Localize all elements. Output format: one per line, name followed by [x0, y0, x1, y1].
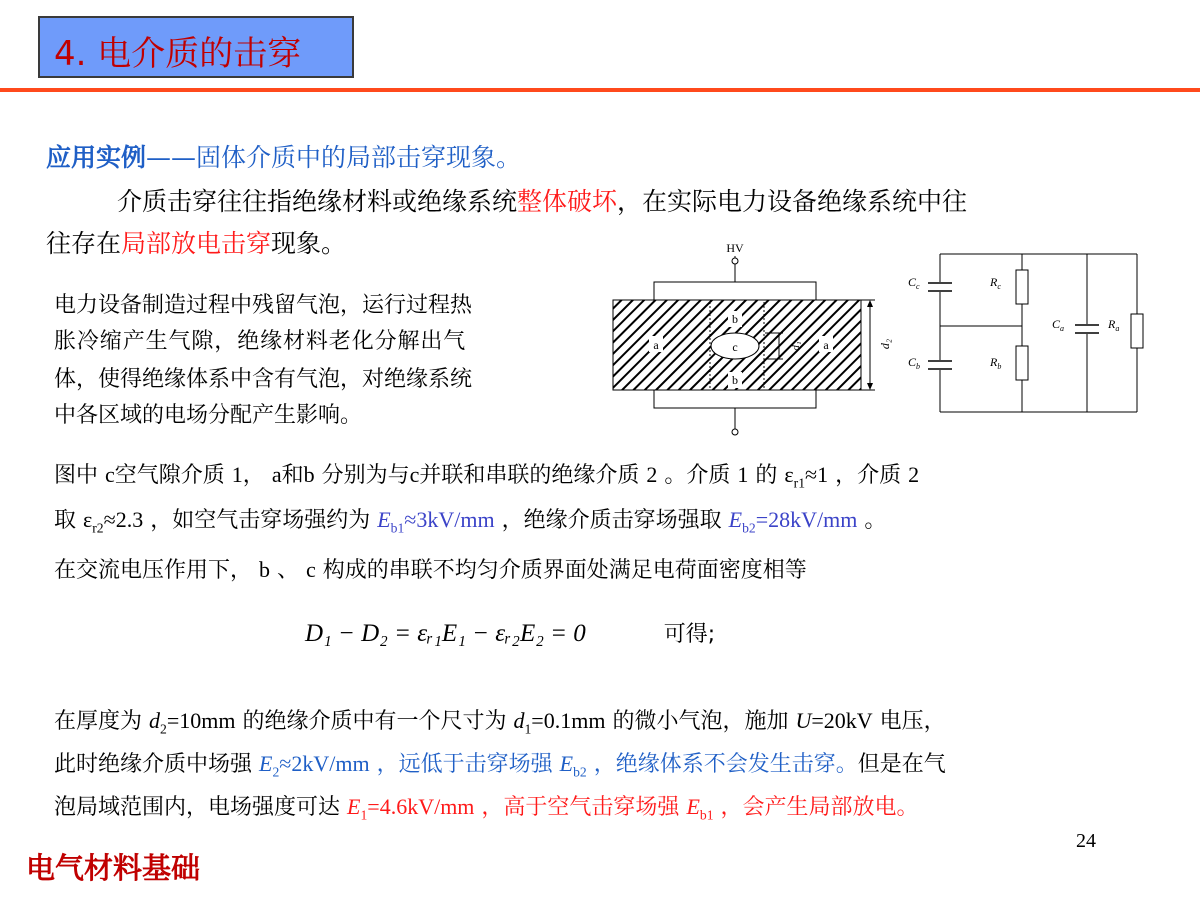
label-cb: $C_b$ — [908, 355, 921, 371]
text: 的绝缘介质中有一个尺寸为 — [242, 709, 507, 734]
eps-r2: $\varepsilon_{r2}\approx 2.3$ — [83, 507, 144, 536]
voltage-value: U=20kV — [795, 708, 873, 733]
text: 在交流电压作用下， — [54, 558, 253, 583]
slide-title: 4. 电介质的击穿 — [54, 34, 302, 74]
equation-formula: D₁ − D₂ = εᵣ₁E₁ − εᵣ₂E₂ = 0 — [305, 620, 586, 647]
text: 2 — [908, 462, 920, 487]
intro-text: 现象。 — [271, 229, 347, 258]
intro-red-text: 整体破坏 — [517, 187, 618, 216]
arrow-head — [867, 300, 873, 307]
intro-red-text: 局部放电击穿 — [121, 229, 272, 258]
text: 的微小气泡，施加 — [612, 709, 789, 734]
conclusion-line3 — [54, 790, 919, 823]
intro-text: 往存在 — [46, 229, 122, 258]
text: 1 — [231, 462, 243, 487]
text: 但是在气 — [857, 752, 946, 777]
text: ，高于空气击穿场强 — [481, 795, 680, 820]
description-line2 — [54, 503, 886, 536]
text: ，绝缘介质击穿场强取 — [501, 508, 722, 533]
text: ，如空气击穿场强约为 — [150, 508, 371, 533]
intro-para-line1 — [117, 182, 967, 218]
label-rb: $R_b$ — [990, 355, 1002, 371]
region-b-top: b — [732, 312, 738, 326]
void-thickness-label: d₁ — [790, 341, 802, 351]
text: 此时绝缘介质中场强 — [54, 752, 253, 777]
text: 在厚度为 — [54, 709, 143, 734]
text: a — [271, 462, 282, 487]
region-a-left: a — [653, 338, 659, 352]
eb2-ref: $E_{b2}$ — [559, 751, 587, 780]
page-number: 24 — [1076, 830, 1096, 852]
intro-heading-rest: 固体介质中的局部击穿现象。 — [196, 143, 522, 172]
conclusion-line2 — [54, 747, 946, 780]
text: ，会产生局部放电。 — [720, 795, 919, 820]
slab-thickness-label: d₂ — [878, 338, 892, 350]
d2-value: $d_2=10mm$ — [149, 708, 236, 737]
text: ， — [242, 463, 265, 488]
intro-text: ，在实际电力设备绝缘系统中往 — [617, 187, 968, 216]
text: 空气隙介质 — [114, 463, 225, 488]
text: 并联和串联的绝缘介质 — [419, 463, 640, 488]
intro-heading-line — [46, 138, 521, 174]
resistor-ra — [1131, 314, 1143, 348]
equation — [305, 617, 715, 648]
text: 、 — [277, 558, 300, 583]
left-text-line: 胀冷缩产生气隙，绝缘材料老化分解出气 — [54, 329, 467, 354]
equivalent-circuit — [900, 246, 1145, 418]
equation-suffix: 可得; — [663, 622, 716, 647]
text: 图中 — [54, 463, 99, 488]
intro-dash: —— — [146, 143, 197, 172]
text: b — [259, 557, 271, 582]
label-cc: $C_c$ — [908, 275, 920, 291]
text: 。介质 — [664, 463, 731, 488]
text: ，绝缘体系不会发生击穿。 — [593, 752, 858, 777]
text: ，介质 — [835, 463, 902, 488]
text: 和 — [281, 463, 304, 488]
eb1-value: $E_{b1}\approx 3kV/mm$ — [377, 507, 495, 536]
left-text-line: 电力设备制造过程中残留气泡，运行过程热 — [54, 293, 473, 318]
text: 。 — [864, 508, 887, 533]
region-a-right: a — [823, 338, 829, 352]
resistor-rc — [1016, 270, 1028, 304]
text: 1 — [737, 462, 749, 487]
hv-label: HV — [726, 241, 744, 255]
label-rc: $R_c$ — [990, 275, 1001, 291]
region-b-bottom: b — [732, 373, 738, 387]
text: c — [105, 462, 115, 487]
conclusion-line1 — [54, 704, 946, 737]
resistor-rb — [1016, 346, 1028, 380]
text: 泡局域范围内，电场强度可达 — [54, 795, 341, 820]
hv-terminal — [732, 258, 738, 264]
intro-text: 介质击穿往往指绝缘材料或绝缘系统 — [117, 187, 518, 216]
text: 电压， — [879, 709, 946, 734]
left-text-line: 中各区域的电场分配产生影响。 — [54, 403, 363, 428]
title-divider — [0, 88, 1200, 92]
d1-value: $d_1=0.1mm$ — [513, 708, 606, 737]
bottom-electrode — [654, 390, 816, 408]
left-text-line: 体，使得绝缘体系中含有气泡，对绝缘系统 — [54, 367, 473, 392]
top-electrode — [654, 282, 816, 300]
text: ，远低于击穿场强 — [376, 752, 553, 777]
label-ca: $C_a$ — [1052, 317, 1065, 333]
text: b — [303, 462, 315, 487]
eb1-ref: $E_{b1}$ — [686, 794, 714, 823]
eps-r1: $\varepsilon_{r1}\approx 1$ — [784, 462, 829, 491]
text: c — [409, 462, 420, 487]
void-diagram — [605, 236, 895, 441]
description-line3 — [54, 553, 807, 584]
title-box — [38, 16, 354, 78]
ground-terminal — [732, 429, 738, 435]
intro-heading: 应用实例 — [46, 143, 147, 172]
intro-para-line2 — [46, 224, 346, 260]
text: 构成的串联不均匀介质界面处满足电荷面密度相等 — [322, 558, 807, 583]
arrow-head — [867, 383, 873, 390]
region-c: c — [732, 340, 738, 354]
text: c — [306, 557, 316, 582]
e1-value: $E_1=4.6kV/mm$ — [347, 794, 475, 823]
course-footer: 电气材料基础 — [26, 851, 201, 885]
label-ra: $R_a$ — [1108, 317, 1120, 333]
description-line1 — [54, 458, 919, 491]
text: 2 — [646, 462, 658, 487]
e2-value: $E_2\approx 2kV/mm$ — [259, 751, 370, 780]
text: 取 — [54, 508, 77, 533]
eb2-value: $E_{b2}=28kV/mm$ — [728, 507, 858, 536]
text: 的 — [755, 463, 778, 488]
text: 分别为与 — [321, 463, 410, 488]
